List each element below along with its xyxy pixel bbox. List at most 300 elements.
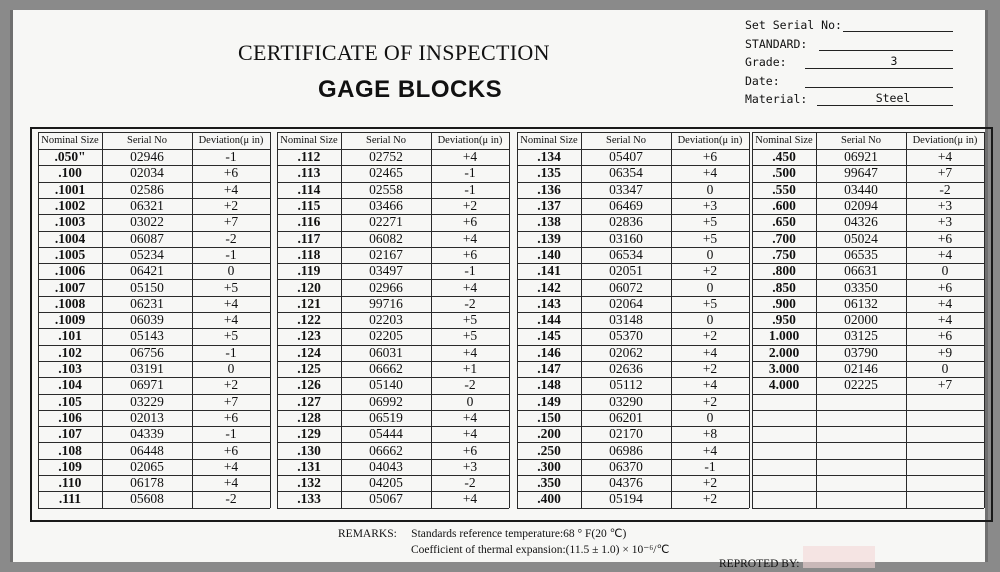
serial-no-cell: 02167	[369, 246, 403, 262]
nominal-size-cell: .132	[297, 475, 321, 491]
serial-no-cell: 04205	[369, 475, 403, 491]
certificate-subtitle: GAGE BLOCKS	[318, 76, 503, 103]
column-header: Nominal Size	[41, 135, 99, 146]
deviation-cell: +5	[702, 214, 718, 230]
deviation-cell: +6	[937, 279, 953, 295]
certificate-page	[10, 10, 988, 570]
serial-no-cell	[816, 459, 906, 475]
nominal-size-cell: .125	[297, 361, 321, 377]
table-horizontal-rule	[277, 508, 509, 509]
serial-no-cell: 06072	[609, 279, 643, 295]
serial-no-cell: 05067	[369, 491, 403, 507]
table-vertical-rule	[984, 132, 985, 508]
nominal-size-cell: 4.000	[768, 377, 800, 393]
serial-no-cell: 05370	[609, 328, 643, 344]
serial-no-cell: 02203	[369, 312, 403, 328]
nominal-size-cell: .650	[772, 214, 796, 230]
deviation-cell	[906, 459, 984, 475]
nominal-size-cell: .1006	[54, 263, 86, 279]
deviation-cell: +9	[937, 344, 953, 360]
deviation-cell: +6	[462, 214, 478, 230]
nominal-size-cell: .130	[297, 442, 321, 458]
deviation-cell: +8	[702, 426, 718, 442]
nominal-size-cell: .144	[537, 312, 561, 328]
deviation-cell: +4	[937, 312, 953, 328]
deviation-cell: +2	[702, 491, 718, 507]
serial-no-cell: 02013	[130, 409, 164, 425]
serial-no-cell: 06178	[130, 475, 164, 491]
serial-no-cell: 02051	[609, 263, 643, 279]
nominal-size-cell: .950	[772, 312, 796, 328]
deviation-cell: +7	[223, 393, 239, 409]
nominal-size-cell: .1002	[54, 198, 86, 214]
deviation-cell: +4	[462, 426, 478, 442]
serial-no-cell: 03022	[130, 214, 164, 230]
nominal-size-cell	[752, 394, 816, 410]
nominal-size-cell: .108	[58, 442, 82, 458]
nominal-size-cell: 3.000	[768, 361, 800, 377]
deviation-cell: +4	[462, 344, 478, 360]
serial-no-cell: 02946	[130, 149, 164, 165]
nominal-size-cell: .101	[58, 328, 82, 344]
nominal-size-cell: .140	[537, 246, 561, 262]
nominal-size-cell	[752, 459, 816, 475]
remarks-expansion: Coefficient of thermal expansion:(11.5 ± 1.0) × 10⁻⁶/℃	[411, 544, 670, 556]
nominal-size-cell	[752, 475, 816, 491]
nominal-size-cell: .113	[297, 165, 321, 181]
inspection-table-4	[752, 132, 984, 508]
deviation-cell	[906, 394, 984, 410]
deviation-cell: -1	[225, 246, 237, 262]
serial-no-cell: 06201	[609, 409, 643, 425]
nominal-size-cell: .138	[537, 214, 561, 230]
nominal-size-cell: .129	[297, 426, 321, 442]
nominal-size-cell: .450	[772, 149, 796, 165]
deviation-cell: -2	[464, 475, 476, 491]
serial-no-cell: 02271	[369, 214, 403, 230]
grade-value: 3	[890, 54, 898, 68]
deviation-cell: -1	[464, 165, 476, 181]
deviation-cell: +4	[223, 181, 239, 197]
serial-no-cell: 05444	[369, 426, 403, 442]
nominal-size-cell: .147	[537, 361, 561, 377]
serial-no-cell: 03497	[369, 263, 403, 279]
nominal-size-cell: .250	[537, 442, 561, 458]
nominal-size-cell: .1005	[54, 246, 86, 262]
deviation-cell: +6	[702, 149, 718, 165]
serial-no-cell: 02094	[844, 198, 878, 214]
serial-no-cell: 02225	[844, 377, 878, 393]
deviation-cell: +4	[223, 295, 239, 311]
nominal-size-cell: .117	[297, 230, 321, 246]
serial-no-cell: 05140	[369, 377, 403, 393]
nominal-size-cell: .1008	[54, 295, 86, 311]
serial-no-cell: 06986	[609, 442, 643, 458]
serial-no-cell: 03790	[844, 344, 878, 360]
nominal-size-cell: 2.000	[768, 344, 800, 360]
serial-no-cell: 06534	[609, 246, 643, 262]
deviation-cell: +6	[937, 328, 953, 344]
deviation-cell: +6	[937, 230, 953, 246]
column-header: Serial No	[606, 135, 646, 146]
nominal-size-cell: .112	[297, 149, 321, 165]
serial-no-cell: 02558	[369, 181, 403, 197]
nominal-size-cell: .400	[537, 491, 561, 507]
material-label: Material:	[745, 92, 808, 106]
serial-no-cell: 03440	[844, 181, 878, 197]
serial-no-cell: 02966	[369, 279, 403, 295]
serial-no-cell: 05112	[609, 377, 643, 393]
deviation-cell: +2	[702, 393, 718, 409]
standard-line	[819, 50, 953, 51]
serial-no-cell: 06662	[369, 361, 403, 377]
deviation-cell: 0	[941, 361, 949, 377]
deviation-cell: 0	[706, 409, 714, 425]
nominal-size-cell: .135	[537, 165, 561, 181]
nominal-size-cell: .120	[297, 279, 321, 295]
deviation-cell: 0	[227, 361, 235, 377]
nominal-size-cell: .100	[58, 165, 82, 181]
column-header: Deviation(μ in)	[198, 135, 264, 146]
nominal-size-cell: .1001	[54, 181, 86, 197]
set-serial-line	[843, 31, 953, 32]
serial-no-cell: 03125	[844, 328, 878, 344]
deviation-cell: +7	[937, 377, 953, 393]
deviation-cell: +4	[937, 295, 953, 311]
serial-no-cell: 02752	[369, 149, 403, 165]
nominal-size-cell: .126	[297, 377, 321, 393]
serial-no-cell: 06421	[130, 263, 164, 279]
serial-no-cell: 06370	[609, 458, 643, 474]
deviation-cell: +6	[223, 409, 239, 425]
serial-no-cell: 05234	[130, 246, 164, 262]
deviation-cell: +4	[462, 409, 478, 425]
serial-no-cell: 03148	[609, 312, 643, 328]
nominal-size-cell: .115	[297, 198, 321, 214]
nominal-size-cell: .103	[58, 361, 82, 377]
deviation-cell: +3	[937, 214, 953, 230]
inspection-table-1	[38, 132, 270, 508]
set-serial-label: Set Serial No:	[745, 18, 842, 32]
nominal-size-cell: .900	[772, 295, 796, 311]
nominal-size-cell: .107	[58, 426, 82, 442]
nominal-size-cell: .109	[58, 458, 82, 474]
nominal-size-cell: .1004	[54, 230, 86, 246]
column-header: Nominal Size	[280, 135, 338, 146]
column-header: Nominal Size	[755, 135, 813, 146]
serial-no-cell: 03350	[844, 279, 878, 295]
nominal-size-cell: .800	[772, 263, 796, 279]
serial-no-cell: 05143	[130, 328, 164, 344]
serial-no-cell: 06082	[369, 230, 403, 246]
deviation-cell: 0	[227, 263, 235, 279]
serial-no-cell: 02205	[369, 328, 403, 344]
serial-no-cell: 06469	[609, 198, 643, 214]
nominal-size-cell: .600	[772, 198, 796, 214]
deviation-cell: +4	[462, 230, 478, 246]
deviation-cell: +3	[702, 198, 718, 214]
serial-no-cell: 06992	[369, 393, 403, 409]
serial-no-cell: 02065	[130, 458, 164, 474]
nominal-size-cell: .114	[297, 181, 321, 197]
nominal-size-cell: .1007	[54, 279, 86, 295]
serial-no-cell: 06087	[130, 230, 164, 246]
nominal-size-cell: .110	[58, 475, 82, 491]
deviation-cell	[906, 475, 984, 491]
column-header: Serial No	[841, 135, 881, 146]
deviation-cell: -1	[225, 149, 237, 165]
deviation-cell: +4	[223, 475, 239, 491]
deviation-cell: -2	[225, 491, 237, 507]
nominal-size-cell: .500	[772, 165, 796, 181]
material-line	[817, 105, 953, 106]
serial-no-cell: 06132	[844, 295, 878, 311]
serial-no-cell: 06921	[844, 149, 878, 165]
inspection-table-frame	[30, 127, 993, 522]
deviation-cell: +3	[462, 458, 478, 474]
deviation-cell: 0	[706, 312, 714, 328]
nominal-size-cell: .119	[297, 263, 321, 279]
deviation-cell: +2	[223, 377, 239, 393]
nominal-size-cell: .139	[537, 230, 561, 246]
serial-no-cell: 06039	[130, 312, 164, 328]
serial-no-cell: 99716	[369, 295, 403, 311]
deviation-cell: +6	[223, 442, 239, 458]
grade-label: Grade:	[745, 55, 787, 69]
table-horizontal-rule	[517, 508, 749, 509]
nominal-size-cell: .118	[297, 246, 321, 262]
nominal-size-cell	[752, 442, 816, 458]
serial-no-cell: 03347	[609, 181, 643, 197]
deviation-cell: +5	[223, 328, 239, 344]
column-header: Serial No	[127, 135, 167, 146]
serial-no-cell: 02465	[369, 165, 403, 181]
deviation-cell: +2	[462, 198, 478, 214]
deviation-cell: +2	[702, 475, 718, 491]
deviation-cell: +4	[702, 165, 718, 181]
nominal-size-cell: .137	[537, 198, 561, 214]
serial-no-cell: 02000	[844, 312, 878, 328]
serial-no-cell: 06631	[844, 263, 878, 279]
deviation-cell: -2	[939, 181, 951, 197]
nominal-size-cell: .104	[58, 377, 82, 393]
deviation-cell: +5	[702, 295, 718, 311]
table-vertical-rule	[270, 132, 271, 508]
deviation-cell: +2	[223, 198, 239, 214]
serial-no-cell: 06448	[130, 442, 164, 458]
deviation-cell: +2	[702, 328, 718, 344]
nominal-size-cell: .123	[297, 328, 321, 344]
nominal-size-cell: .850	[772, 279, 796, 295]
deviation-cell: -1	[225, 344, 237, 360]
deviation-cell: +4	[702, 442, 718, 458]
serial-no-cell: 03160	[609, 230, 643, 246]
deviation-cell: +4	[462, 491, 478, 507]
deviation-cell	[906, 426, 984, 442]
serial-no-cell: 05407	[609, 149, 643, 165]
deviation-cell: +5	[462, 328, 478, 344]
nominal-size-cell: .700	[772, 230, 796, 246]
column-header: Deviation(μ in)	[677, 135, 743, 146]
remarks-line-1	[338, 526, 626, 540]
nominal-size-cell: .106	[58, 409, 82, 425]
serial-no-cell	[816, 426, 906, 442]
nominal-size-cell: .050"	[54, 149, 86, 165]
table-vertical-rule	[509, 132, 510, 508]
nominal-size-cell	[752, 426, 816, 442]
material-value: Steel	[875, 91, 911, 105]
standard-label: STANDARD:	[745, 36, 808, 51]
nominal-size-cell: .141	[537, 263, 561, 279]
deviation-cell: 0	[706, 181, 714, 197]
serial-no-cell: 02146	[844, 361, 878, 377]
reported-by-label: REPROTED BY:	[719, 558, 800, 570]
deviation-cell: -2	[464, 295, 476, 311]
serial-no-cell: 02170	[609, 426, 643, 442]
inspection-table-2	[277, 132, 509, 508]
serial-no-cell: 03466	[369, 198, 403, 214]
nominal-size-cell: .149	[537, 393, 561, 409]
deviation-cell: +4	[223, 458, 239, 474]
deviation-cell	[906, 491, 984, 507]
serial-no-cell: 02636	[609, 361, 643, 377]
serial-no-cell: 05608	[130, 491, 164, 507]
nominal-size-cell: .131	[297, 458, 321, 474]
certificate-title: CERTIFICATE OF INSPECTION	[238, 40, 550, 65]
deviation-cell: +6	[462, 442, 478, 458]
deviation-cell: +3	[937, 198, 953, 214]
serial-no-cell	[816, 442, 906, 458]
nominal-size-cell: .142	[537, 279, 561, 295]
remarks-label: REMARKS:	[338, 528, 397, 540]
nominal-size-cell: .1003	[54, 214, 86, 230]
serial-no-cell: 04376	[609, 475, 643, 491]
table-horizontal-rule	[38, 508, 270, 509]
deviation-cell: 0	[466, 393, 474, 409]
serial-no-cell: 06535	[844, 246, 878, 262]
date-line	[805, 87, 953, 88]
serial-no-cell	[816, 410, 906, 426]
nominal-size-cell: .124	[297, 344, 321, 360]
serial-no-cell: 06321	[130, 198, 164, 214]
deviation-cell	[906, 442, 984, 458]
serial-no-cell: 04339	[130, 426, 164, 442]
serial-no-cell: 05024	[844, 230, 878, 246]
nominal-size-cell: .300	[537, 458, 561, 474]
nominal-size-cell: .134	[537, 149, 561, 165]
nominal-size-cell: .145	[537, 328, 561, 344]
deviation-cell	[906, 410, 984, 426]
deviation-cell: +4	[937, 246, 953, 262]
nominal-size-cell: .111	[58, 491, 82, 507]
deviation-cell: +4	[462, 279, 478, 295]
serial-no-cell: 02836	[609, 214, 643, 230]
nominal-size-cell: .136	[537, 181, 561, 197]
deviation-cell: +4	[223, 312, 239, 328]
serial-no-cell: 06756	[130, 344, 164, 360]
serial-no-cell: 02034	[130, 165, 164, 181]
column-header: Nominal Size	[520, 135, 578, 146]
deviation-cell: +4	[462, 149, 478, 165]
nominal-size-cell	[752, 491, 816, 507]
inspection-table-3	[517, 132, 749, 508]
deviation-cell: 0	[706, 246, 714, 262]
serial-no-cell	[816, 394, 906, 410]
deviation-cell: 0	[941, 263, 949, 279]
serial-no-cell: 04043	[369, 458, 403, 474]
deviation-cell: +5	[223, 279, 239, 295]
deviation-cell: +7	[937, 165, 953, 181]
serial-no-cell: 06662	[369, 442, 403, 458]
nominal-size-cell: .105	[58, 393, 82, 409]
deviation-cell: 0	[706, 279, 714, 295]
deviation-cell: +2	[702, 361, 718, 377]
table-vertical-rule	[749, 132, 750, 508]
deviation-cell: +1	[462, 361, 478, 377]
nominal-size-cell: 1.000	[768, 328, 800, 344]
serial-no-cell: 06519	[369, 409, 403, 425]
serial-no-cell: 06031	[369, 344, 403, 360]
table-horizontal-rule	[752, 508, 984, 509]
serial-no-cell: 05194	[609, 491, 643, 507]
serial-no-cell: 03229	[130, 393, 164, 409]
deviation-cell: -1	[704, 458, 716, 474]
nominal-size-cell: .150	[537, 409, 561, 425]
column-header: Serial No	[366, 135, 406, 146]
nominal-size-cell: .200	[537, 426, 561, 442]
column-header: Deviation(μ in)	[912, 135, 978, 146]
serial-no-cell: 03290	[609, 393, 643, 409]
nominal-size-cell	[752, 410, 816, 426]
serial-no-cell: 05150	[130, 279, 164, 295]
signature-stamp	[803, 546, 875, 568]
deviation-cell: -1	[464, 181, 476, 197]
serial-no-cell: 03191	[130, 361, 164, 377]
remarks-temperature: Standards reference temperature:68 ° F(20 ℃)	[411, 528, 627, 540]
deviation-cell: +5	[702, 230, 718, 246]
serial-no-cell: 99647	[844, 165, 878, 181]
serial-no-cell: 06231	[130, 295, 164, 311]
nominal-size-cell: .122	[297, 312, 321, 328]
deviation-cell: +5	[462, 312, 478, 328]
serial-no-cell	[816, 475, 906, 491]
deviation-cell: +2	[702, 263, 718, 279]
deviation-cell: -2	[225, 230, 237, 246]
nominal-size-cell: .550	[772, 181, 796, 197]
deviation-cell: +4	[937, 149, 953, 165]
deviation-cell: +4	[702, 344, 718, 360]
serial-no-cell: 02064	[609, 295, 643, 311]
nominal-size-cell: .750	[772, 246, 796, 262]
serial-no-cell: 06354	[609, 165, 643, 181]
grade-line	[805, 68, 953, 69]
serial-no-cell	[816, 491, 906, 507]
deviation-cell: -1	[464, 263, 476, 279]
nominal-size-cell: .1009	[54, 312, 86, 328]
serial-no-cell: 02586	[130, 181, 164, 197]
serial-no-cell: 02062	[609, 344, 643, 360]
nominal-size-cell: .350	[537, 475, 561, 491]
nominal-size-cell: .143	[537, 295, 561, 311]
deviation-cell: -2	[464, 377, 476, 393]
serial-no-cell: 04326	[844, 214, 878, 230]
nominal-size-cell: .133	[297, 491, 321, 507]
deviation-cell: +4	[702, 377, 718, 393]
nominal-size-cell: .121	[297, 295, 321, 311]
nominal-size-cell: .128	[297, 409, 321, 425]
column-header: Deviation(μ in)	[437, 135, 503, 146]
serial-no-cell: 06971	[130, 377, 164, 393]
